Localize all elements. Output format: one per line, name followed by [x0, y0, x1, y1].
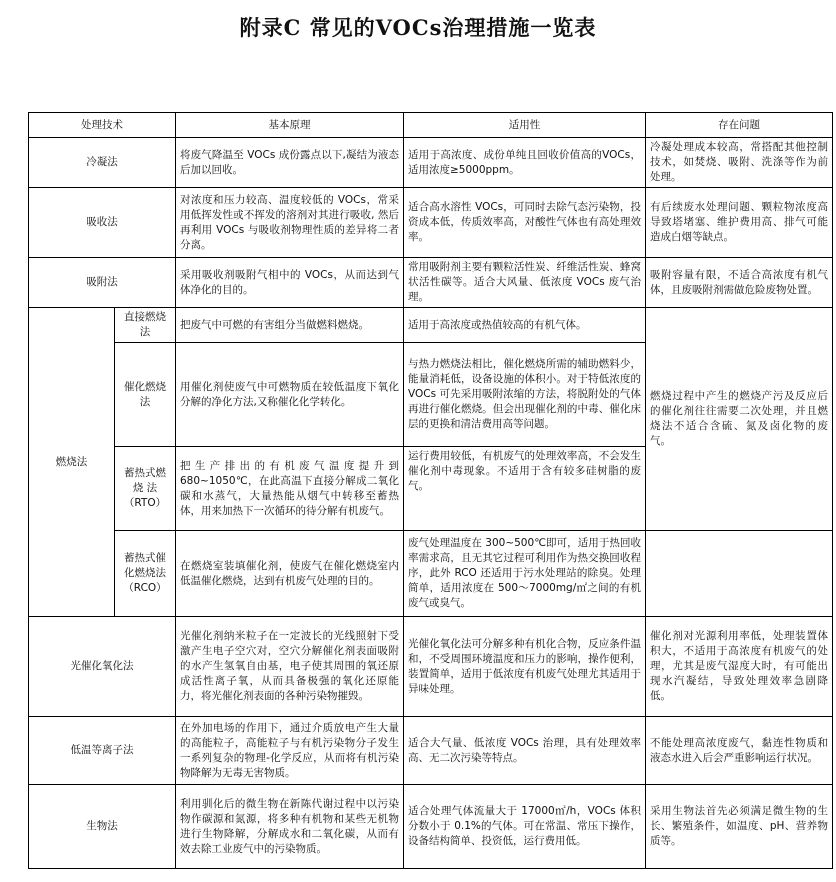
- applicability-cell: 与热力燃烧法相比，催化燃烧所需的辅助燃料少，能量消耗低，设备设施的体积小。对于特低浓度的 VOCs 可先采用吸附浓缩的方法，将脱附处的气体再进行催化燃烧。但会出现催化剂的中毒、催化床层的更换和清洁费用高等问题。: [404, 343, 646, 447]
- applicability-cell: 适合大气量、低浓度 VOCs 治理，具有处理效率高、无二次污染等特点。: [404, 717, 646, 785]
- issues-cell: 吸附容量有限，不适合高浓度有机气体，且废吸附剂需做危险废物处置。: [646, 258, 833, 308]
- header-principle: 基本原理: [176, 113, 404, 138]
- page-title: 附录C 常见的VOCs治理措施一览表: [239, 15, 597, 40]
- applicability-cell: 适合处理气体流量大于 17000㎡/h，VOCs 体积分数小于 0.1%的气体。可在常温、常压下操作，设备结构简单、投资低，运行费用低。: [404, 785, 646, 869]
- principle-cell: 将废气降温至 VOCs 成份露点以下,凝结为液态后加以回收。: [176, 138, 404, 188]
- tech-cell: 吸附法: [29, 258, 176, 308]
- table-row: [29, 258, 833, 308]
- table-row: [29, 308, 833, 343]
- sub-tech-cell: 催化燃烧法: [115, 343, 176, 447]
- table-row: [29, 138, 833, 188]
- principle-cell: 把生产排出的有机废气温度提升到 680~1050℃，在此高温下直接分解成二氧化碳和水蒸气，大量热能从烟气中转移至蓄热体，用来加热下一次循环的待分解有机废气。: [176, 447, 404, 531]
- issues-cell: 冷凝处理成本较高，常搭配其他控制技术，如焚烧、吸附、洗涤等作为前处理。: [646, 138, 833, 188]
- applicability-cell: 常用吸附剂主要有颗粒活性炭、纤维活性炭、蜂窝状活性碳等。适合大风量、低浓度 VOCs 废气治理。: [404, 258, 646, 308]
- issues-cell: 有后续废水处理问题、颗粒物浓度高导致塔堵塞、维护费用高、排气可能造成白烟等缺点。: [646, 188, 833, 258]
- table-header-row: [29, 113, 833, 138]
- issues-cell: 采用生物法首先必须满足微生物的生长、繁殖条件，如温度、pH、营养物质等。: [646, 785, 833, 869]
- header-tech: 处理技术: [29, 113, 176, 138]
- tech-cell: 生物法: [29, 785, 176, 869]
- tech-cell: 光催化氧化法: [29, 617, 176, 717]
- applicability-cell: 废气处理温度在 300~500℃即可，适用于热回收率需求高，且无其它过程可利用作为热交换回收程序，此外 RCO 还适用于污水处理站的除臭。处理简单，适用浓度在 500～7000mg/㎡之间的有机废气或臭气。: [404, 531, 646, 617]
- principle-cell: 把废气中可燃的有害组分当做燃料燃烧。: [176, 308, 404, 343]
- applicability-cell: 运行费用较低，有机废气的处理效率高，不会发生催化剂中毒现象。不适用于含有较多硅树脂的废气。: [404, 447, 646, 531]
- sub-tech-cell: 直接燃烧法: [115, 308, 176, 343]
- header-issues: 存在问题: [646, 113, 833, 138]
- principle-cell: 对浓度和压力较高、温度较低的 VOCs，常采用低挥发性或不挥发的溶剂对其进行吸收, 然后再利用 VOCs 与吸收剂物理性质的差异将二者分离。: [176, 188, 404, 258]
- empty-cell: [646, 531, 833, 617]
- table-row: [29, 617, 833, 717]
- table-row: [29, 188, 833, 258]
- principle-cell: 用催化剂使废气中可燃物质在较低温度下氧化分解的净化方法,又称催化化学转化。: [176, 343, 404, 447]
- tech-cell: 冷凝法: [29, 138, 176, 188]
- applicability-cell: 适合高水溶性 VOCs，可同时去除气态污染物，投资成本低，传质效率高，对酸性气体也有高处理效率。: [404, 188, 646, 258]
- issues-cell: 不能处理高浓度废气，黏连性物质和液态水进入后会严重影响运行状况。: [646, 717, 833, 785]
- principle-cell: 光催化剂纳米粒子在一定波长的光线照射下受激产生电子空穴对，空穴分解催化剂表面吸附的水产生氢氧自由基，电子使其周围的氧还原成活性离子氧，从而具备极强的氧化还原能力，将光催化剂表面的各种污染物摧毁。: [176, 617, 404, 717]
- table-row: [29, 531, 833, 617]
- sub-tech-cell: 蓄热式催化燃烧法（RCO）: [115, 531, 176, 617]
- header-applicability: 适用性: [404, 113, 646, 138]
- applicability-cell: 光催化氧化法可分解多种有机化合物，反应条件温和，不受周围环境温度和压力的影响，操作便利，装置简单，适用于低浓度有机废气处理尤其适用于异味处理。: [404, 617, 646, 717]
- table-row: [29, 717, 833, 785]
- principle-cell: 在燃烧室装填催化剂，使废气在催化燃烧室内低温催化燃烧，达到有机废气处理的目的。: [176, 531, 404, 617]
- tech-cell: 低温等离子法: [29, 717, 176, 785]
- sub-tech-cell: 蓄热式燃烧 法（RTO）: [115, 447, 176, 531]
- issues-cell: 燃烧过程中产生的燃烧产污及反应后的催化剂往往需要二次处理，并且燃烧法不适合含硫、氮及卤化物的废气。: [646, 308, 833, 531]
- principle-cell: 利用驯化后的微生物在新陈代谢过程中以污染物作碳源和氮源，将多种有机物和某些无机物进行生物降解，分解成水和二氧化碳，从而有效去除工业废气中的污染物质。: [176, 785, 404, 869]
- applicability-cell: 适用于高浓度、成份单纯且回收价值高的VOCs，适用浓度≥5000ppm。: [404, 138, 646, 188]
- applicability-cell: 适用于高浓度或热值较高的有机气体。: [404, 308, 646, 343]
- principle-cell: 在外加电场的作用下，通过介质放电产生大量的高能粒子，高能粒子与有机污染物分子发生一系列复杂的物理-化学反应，从而将有机污染物降解为无毒无害物质。: [176, 717, 404, 785]
- tech-cell: 燃烧法: [29, 308, 115, 617]
- vocs-treatment-table: [28, 112, 833, 869]
- tech-cell: 吸收法: [29, 188, 176, 258]
- table-row: [29, 785, 833, 869]
- issues-cell: 催化剂对光源利用率低，处理装置体积大，不适用于高浓度有机废气的处理，尤其是废气湿度大时，有可能出现水汽凝结，导致处理效率急剧降低。: [646, 617, 833, 717]
- principle-cell: 采用吸收剂吸附气相中的 VOCs，从而达到气体净化的目的。: [176, 258, 404, 308]
